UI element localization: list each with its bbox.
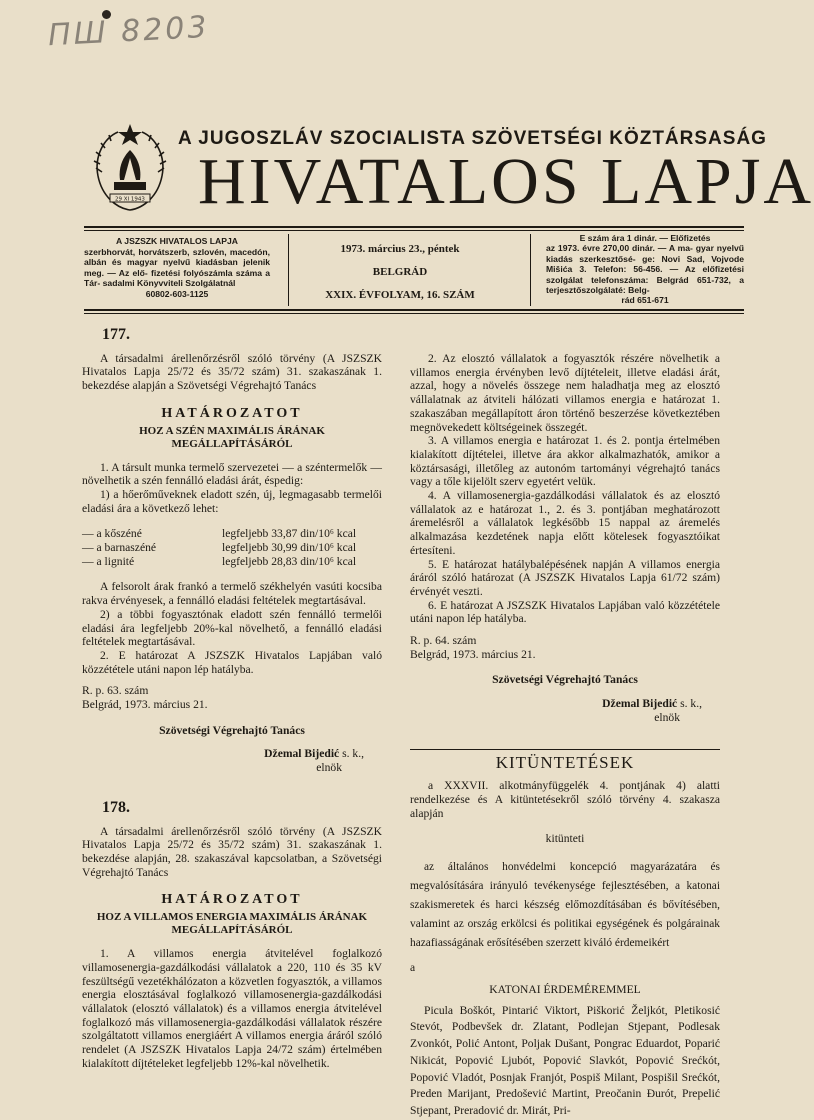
awards-reason: az általános honvédelmi koncepció magyarázatára és megvalósítására irányuló tevékenysége fejlesztésében, a katonai szakismeretek és harci készség előmozdításában és bővítésében, valamint az ország erkölcsi és politikai egységének és polgárainak hazafiasságának erősítésében szerzett kiváló érdemeikért [410, 858, 720, 953]
signing-body: Szövetségi Végrehajtó Tanács [410, 673, 720, 687]
section-divider [410, 749, 720, 750]
decree-paragraph: 2) a többi fogyasztónak eladott szén fennálló termelői eladási ára legfeljebb 20%-kal növelhető, a fennálló eladási feltételek megtartásával. [82, 608, 382, 649]
decree-reference: R. p. 63. szám [82, 684, 382, 698]
price-label: — a barnaszéné [82, 541, 222, 555]
publication-info [84, 236, 270, 300]
price-value: legfeljebb 30,99 din/10⁶ kcal [222, 541, 382, 555]
decree-paragraph: 1. A villamos energia átvitelével foglalkozó villamosenergia-gazdálkodási vállalatok a 220, 110 és 35 kV feszültségű vezetékhálózaton a közvetlen fogyasztók, a villamos energia elosztásával foglalkozó villamosenergia-gazdálkodási vállalatok (elosztó vállalatok) és a villamos energia átvitelével foglalkozó más villamosenergia-gazdálkodási vállalatok részére szolgáltatott villamos energiáért A villamos energia áráról szóló rendelet (A JSZSZK Hivatalos Lapja 24/72 szám) értelmében kialakított díjtételeket legfeljebb 12%-kal növelhetik. [82, 947, 382, 1070]
signer-name: Džemal Bijedić [264, 747, 339, 760]
issue-city: BELGRÁD [300, 261, 500, 284]
price-info-line: szolgálat telefonszáma: Belgrád [546, 275, 689, 285]
awards-verb: kitünteti [410, 832, 720, 846]
crest-date: 29 XI 1943 [115, 197, 145, 203]
price-info-line: rád 651-671 [546, 295, 744, 305]
decree-paragraph: A felsorolt árak frankó a termelő székhelyén vasúti kocsiba rakva érvényesek, a fennálló eladási feltételek megtartásával. [82, 580, 382, 607]
price-row [82, 527, 382, 541]
decree-paragraph: 4. A villamosenergia-gazdálkodási vállalatok és az elosztó vállalatok az e határozat 1., 2. és 3. pontjában meghatározott áremelésről a vállalatok legkésőbb 15 nappal az áremelés alkalmazása kezdetének napja előtt kötelesek fogyasztóikat értesíteni. [410, 489, 720, 558]
signer [410, 697, 720, 711]
signer-role: elnök [410, 711, 720, 725]
signer-name: Džemal Bijedić [602, 697, 677, 710]
decree-paragraph: 3. A villamos energia e határozat 1. és 2. pontja értelmében kialakított díjtételei, illetve ára akkor alkalmazhatók, amikor a köztársasági, illetőleg az autonóm tartományi végrehajtó tanács vagy a tőle kijelölt szerv egyetért velük. [410, 434, 720, 489]
left-column [82, 326, 382, 1070]
masthead-super-title: A JUGOSZLÁV SZOCIALISTA SZÖVETSÉGI KÖZTÁRSASÁG [178, 128, 738, 150]
decree-paragraph: 2. Az elosztó vállalatok a fogyasztók részére növelhetik a villamos energia érvényben levő díjtételeit, illetve eladási árát, azzal, hogy a növelés összege nem haladhatja meg az elosztó vállalatnak az átviteli hálózati villamos energia e határozat 1. szakaszában megállapított áron történő beszerzése következtében megnövekedett költségeinek összegét. [410, 352, 720, 434]
price-info-line: ge: Novi Sad, Vojvode Mišića 3. [546, 254, 744, 274]
awards-article: a [410, 961, 720, 975]
decree-intro: A társadalmi árellenőrzésről szóló törvény (A JSZSZK Hivatalos Lapja 25/72 és 35/72 szám) 31. szakaszának 1. bekezdése alapján a Szövetségi Végrehajtó Tanács [82, 352, 382, 393]
decree-heading: HATÁROZATOT [82, 407, 382, 421]
price-info-line: gyar nyelvű kiadás szerkesztősé- [546, 243, 744, 263]
price-value: legfeljebb 33,87 din/10⁶ kcal [222, 527, 382, 541]
issue-date: 1973. március 23., péntek [300, 238, 500, 261]
signer-suffix: s. k., [677, 697, 702, 710]
header-divider [288, 234, 289, 306]
publication-info-line: kiadásban jelenik meg. — Az elő- [84, 257, 270, 278]
awards-intro: a XXXVII. alkotmányfüggelék 4. pontjának 4) alatti rendelkezése és A kitüntetésekről szóló törvény 4. szakasza alapján [410, 779, 720, 820]
account-number: 60802-603-1125 [84, 289, 270, 300]
header-divider [530, 234, 531, 306]
decree-subtitle: HOZ A VILLAMOS ENERGIA MAXIMÁLIS ÁRÁNAK MEGÁLLAPÍTÁSÁRÓL [82, 911, 382, 937]
decree-intro: A társadalmi árellenőrzésről szóló törvény (A JSZSZK Hivatalos Lapja 25/72 és 35/72 szám) 31. szakaszának 1. bekezdése alapján, 28. szakaszával kapcsolatban, a Szövetségi Végrehajtó Tanács [82, 825, 382, 880]
price-value: legfeljebb 28,83 din/10⁶ kcal [222, 555, 382, 569]
price-info [546, 233, 744, 306]
header-rule-top-thin [84, 230, 744, 231]
decree-reference: R. p. 64. szám [410, 634, 720, 648]
awards-title: KITÜNTETÉSEK [410, 756, 720, 770]
header-rule-bottom-thin [84, 313, 744, 314]
publication-info-line: A JSZSZK HIVATALOS LAPJA [84, 236, 270, 247]
masthead-title: HIVATALOS LAPJA [198, 146, 738, 219]
decree-paragraph: 1. A társult munka termelő szervezetei — a széntermelők — növelhetik a szén fennálló eladási árát, éspedig: [82, 461, 382, 488]
signer [82, 747, 382, 761]
decree-number: 178. [82, 801, 382, 815]
decree-subtitle: HOZ A SZÉN MAXIMÁLIS ÁRÁNAK MEGÁLLAPÍTÁSÁRÓL [82, 425, 382, 451]
recipient-list: Picula Boškót, Pintarić Viktort, Piškorić Željkót, Pletikosić Stevót, Podbevšek dr. Zlatant, Podlejan Stjepant, Podlesak Zvonkót, Polić Antont, Poljak Dušant, Pongrac Eduardot, Poparić Nikicát, Popović Ljubót, Popović Slavkót, Popović Srećkót, Popović Vladót, Posnjak Franjót, Pospiš Milant, Pospišil Srećkót, Preden Marijant, Predošević Martint, Preočanin Đurót, Prepelić Stjepant, Preradović dr. Mirát, Pri- [410, 1003, 720, 1120]
price-info-line: Telefon: 56-456. — Az előfizetési [594, 264, 744, 274]
publication-info-line: szerbhorvát, horvátszerb, szlovén, [84, 247, 227, 257]
decree-heading: HATÁROZATOT [82, 893, 382, 907]
right-column [410, 352, 720, 1120]
decree-paragraph: 1) a hőerőműveknek eladott szén, új, legmagasabb termelői eladási ára a következő lehet: [82, 488, 382, 515]
price-row [82, 541, 382, 555]
state-crest-icon [88, 122, 172, 218]
header-rule-top [84, 226, 744, 228]
decree-place-date: Belgrád, 1973. március 21. [410, 648, 720, 662]
price-info-line: E szám ára 1 dinár. — Előfizetés [546, 233, 744, 243]
signer-role: elnök [82, 761, 382, 775]
decree-paragraph: 6. E határozat A JSZSZK Hivatalos Lapjában való közzététele utáni napon lép hatályba. [410, 599, 720, 626]
price-label: — a lignité [82, 555, 222, 569]
decree-paragraph: 5. E határozat hatálybalépésének napján A villamos energia áráról szóló határozat (A JSZSZK Hivatalos Lapja 61/72 szám) érvényét veszti. [410, 558, 720, 599]
issue-volume: XXIX. ÉVFOLYAM, 16. SZÁM [300, 284, 500, 307]
price-label: — a kőszéné [82, 527, 222, 541]
publication-info-line: sadalmi Könyvviteli Szolgálatnál [103, 278, 236, 288]
issue-info [300, 238, 500, 307]
publication-info-line: fizetési folyószámla száma a Tár- [84, 268, 270, 289]
publication-info-line: macedón, albán és magyar nyelvű [84, 247, 270, 268]
decree-paragraph: 2. E határozat A JSZSZK Hivatalos Lapjában való közzététele utáni napon lép hatályba. [82, 649, 382, 676]
medal-name: KATONAI ÉRDEMÉREMMEL [410, 983, 720, 997]
archive-handwritten-mark: ПШ 8203 [47, 10, 210, 53]
decree-number: 177. [82, 328, 382, 342]
price-row [82, 555, 382, 569]
price-info-line: az 1973. évre 270,00 dinár. — A ma- [546, 243, 693, 253]
price-list [82, 527, 382, 568]
signing-body: Szövetségi Végrehajtó Tanács [82, 724, 382, 738]
header-rule-bottom [84, 309, 744, 311]
signer-suffix: s. k., [339, 747, 364, 760]
decree-place-date: Belgrád, 1973. március 21. [82, 698, 382, 712]
price-info-line: 651-732, a terjesztőszolgálaté: Belg- [546, 275, 744, 295]
